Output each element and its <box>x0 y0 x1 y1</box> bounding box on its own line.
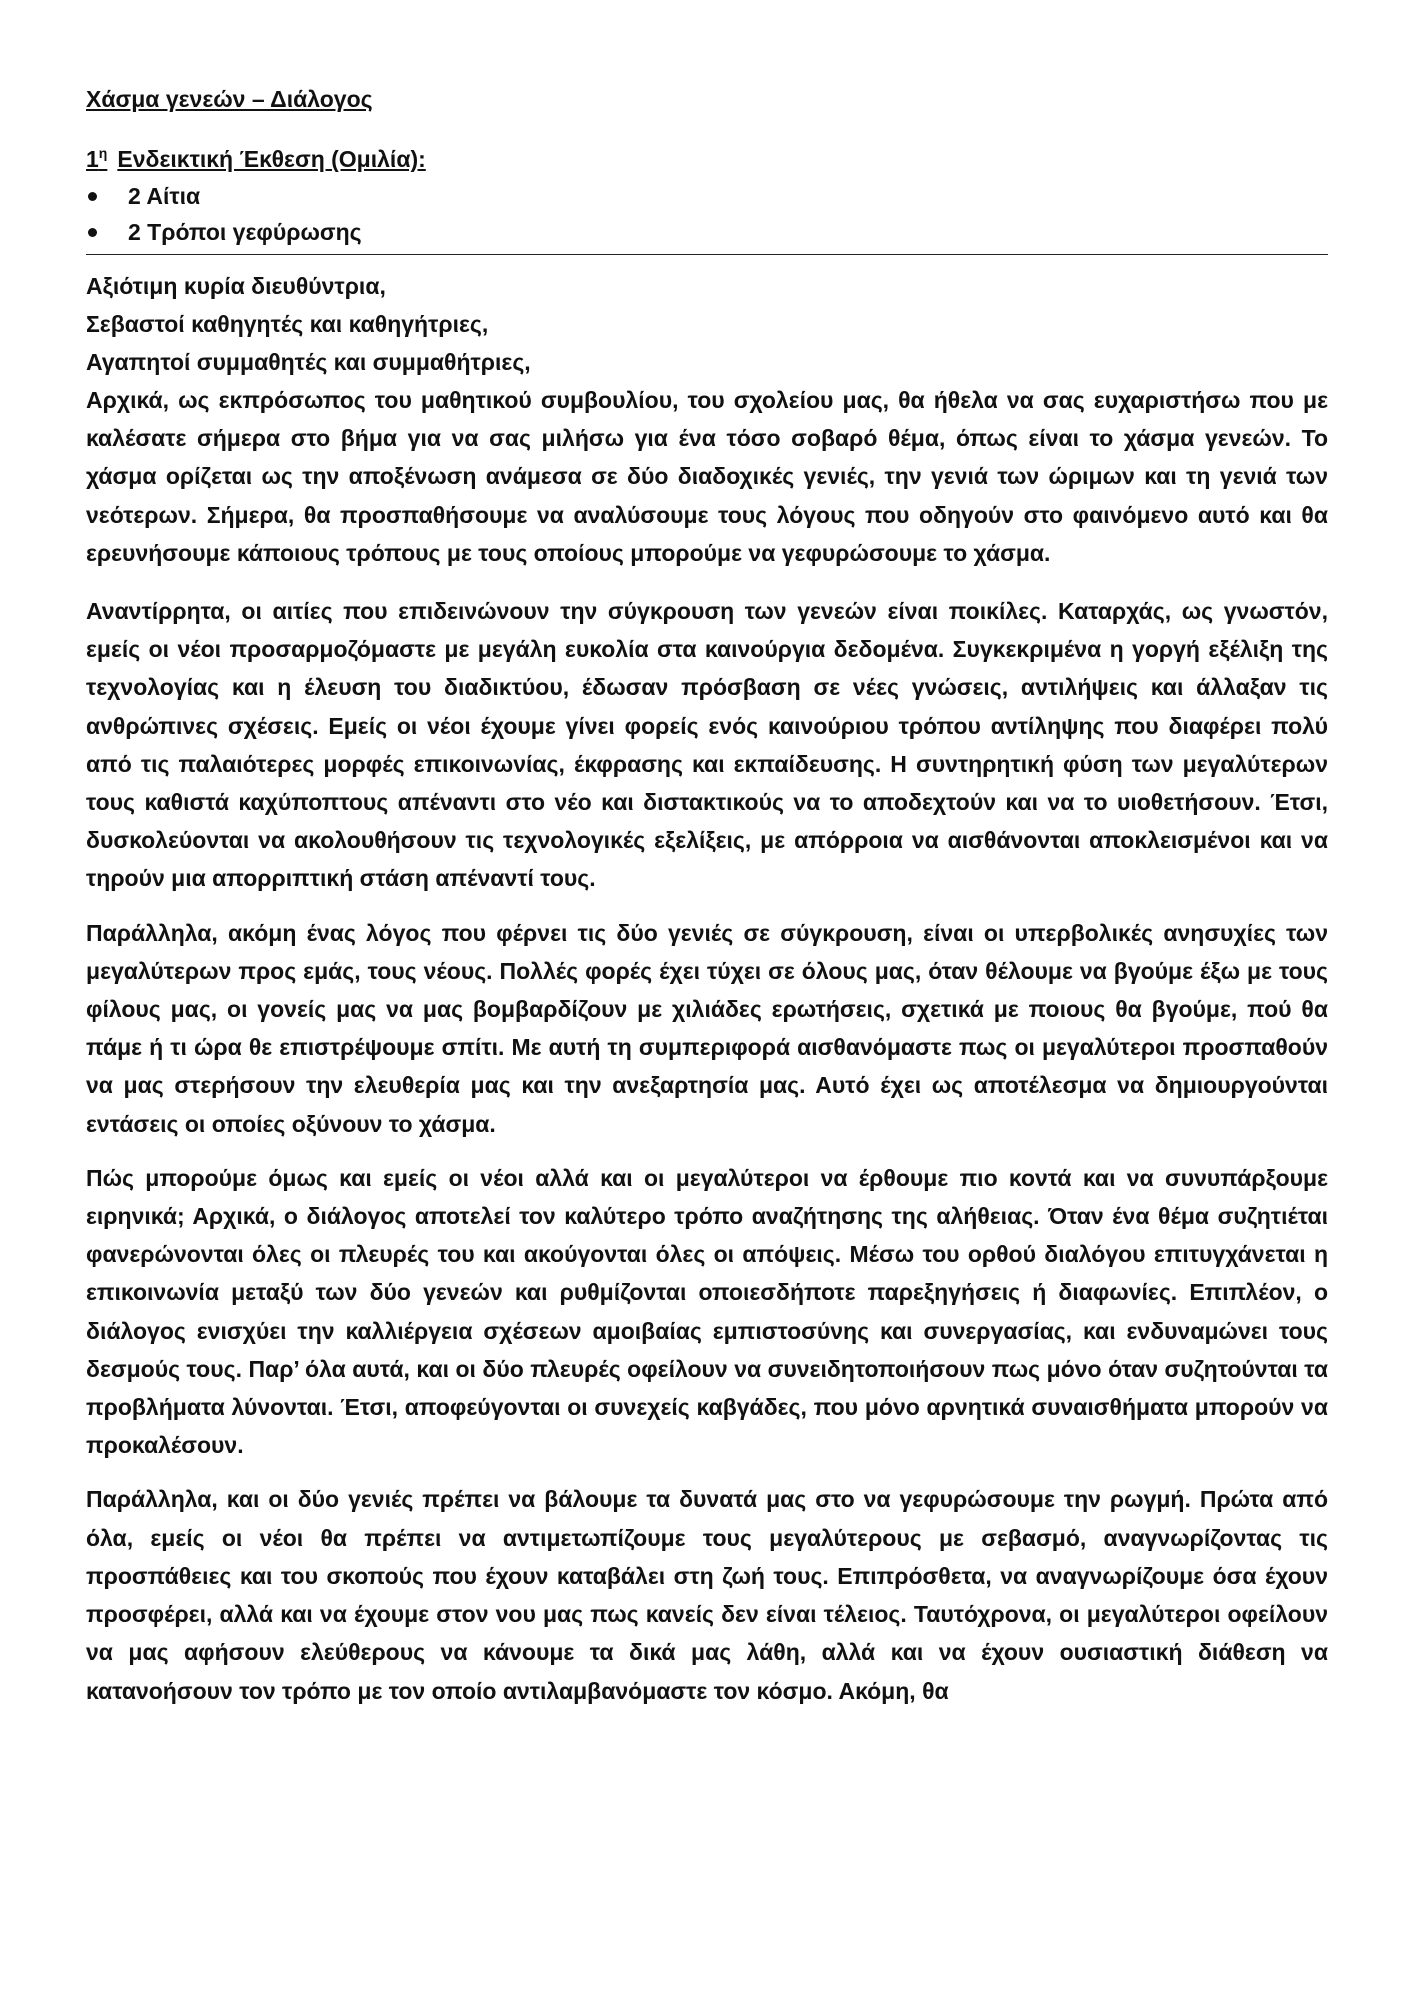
greeting-line: Σεβαστοί καθηγητές και καθηγήτριες, <box>86 311 489 337</box>
greeting-line: Αγαπητοί συμμαθητές και συμμαθήτριες, <box>86 349 531 375</box>
document-title: Χάσμα γενεών – Διάλογος <box>86 86 373 112</box>
subtitle-ordinal: η <box>98 145 108 161</box>
body-paragraph: Παράλληλα, ακόμη ένας λόγος που φέρνει τις δύο γενιές σε σύγκρουση, είναι οι υπερβολικές ανησυχίες των μεγαλύτερων προς εμάς, τους νέους. Πολλές φορές έχει τύχει σε όλους μας, όταν θέλουμε να βγούμε έξω με τους φίλους μας, οι γονείς μας να μας βομβαρδίζουν με χιλιάδες ερωτήσεις, σχετικά με ποιους θα βγούμε, πού θα πάμε ή τι ώρα θε επιστρέψουμε σπίτι. Με αυτή τη συμπεριφορά αισθανόμαστε πως οι μεγαλύτεροι προσπαθούν να μας στερήσουν την ελευθερία μας και την ανεξαρτησία μας. Αυτό έχει ως αποτέλεσμα να δημιουργούνται εντάσεις οι οποίες οξύνουν το χάσμα. <box>86 919 1328 1137</box>
body-paragraph: Αρχικά, ως εκπρόσωπος του μαθητικού συμβουλίου, του σχολείου μας, θα ήθελα να σας ευχαριστήσω που με καλέσατε σήμερα στο βήμα για να σας μιλήσω για ένα τόσο σοβαρό θέμα, όπως είναι το χάσμα γενεών. Το χάσμα ορίζεται ως την αποξένωση ανάμεσα σε δύο διαδοχικές γενιές, την γενιά των ώριμων και τη γενιά των νεότερων. Σήμερα, θα προσπαθήσουμε να αναλύσουμε τους λόγους που οδηγούν στο φαινόμενο αυτό και θα ερευνήσουμε κάποιους τρόπους με τους οποίους μπορούμε να γεφυρώσουμε το χάσμα. <box>86 387 1328 566</box>
horizontal-divider <box>86 254 1328 255</box>
subtitle-number: 1 <box>86 146 99 172</box>
body-paragraph: Αναντίρρητα, οι αιτίες που επιδεινώνουν την σύγκρουση των γενεών είναι ποικίλες. Καταρχάς, ως γνωστόν, εμείς οι νέοι προσαρμοζόμαστε με μεγάλη ευκολία στα καινούργια δεδομένα. Συγκεκριμένα η γοργή εξέλιξη της τεχνολογίας και η έλευση του διαδικτύου, έδωσαν πρόσβαση σε νέες γνώσεις, αντιλήψεις και άλλαξαν τις ανθρώπινες σχέσεις. Εμείς οι νέοι έχουμε γίνει φορείς ενός καινούριου τρόπου αντίληψης που διαφέρει πολύ από τις παλαιότερες μορφές επικοινωνίας, έκφρασης και εκπαίδευσης. Η συντηρητική φύση των μεγαλύτερων τους καθιστά καχύποπτους απέναντι στο νέο και διστακτικούς να το αποδεχτούν και να το υιοθετήσουν. Έτσι, δυσκολεύονται να ακολουθήσουν τις τεχνολογικές εξελίξεις, με απόρροια να αισθάνονται αποκλεισμένοι και να τηρούν μια απορριπτική στάση απέναντί τους. <box>86 598 1328 892</box>
bullet-list <box>86 178 1328 250</box>
essay-subtitle <box>86 138 1328 174</box>
bullet-text: 2 Αίτια <box>128 183 201 209</box>
bullet-dot-icon <box>88 228 97 237</box>
body-paragraph: Πώς μπορούμε όμως και εμείς οι νέοι αλλά και οι μεγαλύτεροι να έρθουμε πιο κοντά και να συνυπάρξουμε ειρηνικά; Αρχικά, ο διάλογος αποτελεί τον καλύτερο τρόπο αναζήτησης της αλήθειας. Όταν ένα θέμα συζητιέται φανερώνονται όλες οι πλευρές του και ακούγονται όλες οι απόψεις. Μέσω του ορθού διαλόγου επιτυγχάνεται η επικοινωνία μεταξύ των δύο γενεών και ρυθμίζονται οποιεσδήποτε παρεξηγήσεις ή διαφωνίες. Επιπλέον, ο διάλογος ενισχύει την καλλιέργεια σχέσεων αμοιβαίας εμπιστοσύνης και συνεργασίας, και ενδυναμώνει τους δεσμούς τους. Παρ’ όλα αυτά, και οι δύο πλευρές οφείλουν να συνειδητοποιήσουν πως μόνο όταν συζητούνται τα προβλήματα λύνονται. Έτσι, αποφεύγονται οι συνεχείς καβγάδες, που μόνο αρνητικά συναισθήματα μπορούν να προκαλέσουν. <box>86 1164 1328 1459</box>
body-paragraph: Παράλληλα, και οι δύο γενιές πρέπει να βάλουμε τα δυνατά μας στο να γεφυρώσουμε την ρωγμή. Πρώτα από όλα, εμείς οι νέοι θα πρέπει να αντιμετωπίζουμε τους μεγαλύτερους με σεβασμό, αναγνωρίζοντας τις προσπάθειες και του σκοπούς που έχουν καταβάλει στη ζωή τους. Επιπρόσθετα, να αναγνωρίζουμε όσα έχουν προσφέρει, αλλά και να έχουμε στον νου μας πως κανείς δεν είναι τέλειος. Ταυτόχρονα, οι μεγαλύτεροι οφείλουν να μας αφήσουν ελεύθερους να κάνουμε τα δικά μας λάθη, αλλά και να έχουν ουσιαστική διάθεση να κατανοήσουν τον τρόπο με τον οποίο αντιλαμβανόμαστε τον κόσμο. Ακόμη, θα <box>86 1486 1328 1704</box>
bullet-item <box>86 178 1328 214</box>
subtitle-text: Ενδεικτική Έκθεση (Ομιλία): <box>117 146 426 172</box>
greeting-line: Αξιότιμη κυρία διευθύντρια, <box>86 273 386 299</box>
bullet-dot-icon <box>88 192 97 201</box>
bullet-item <box>86 214 1328 250</box>
document-page <box>86 84 1328 1726</box>
bullet-text: 2 Τρόποι γεφύρωσης <box>128 219 362 245</box>
